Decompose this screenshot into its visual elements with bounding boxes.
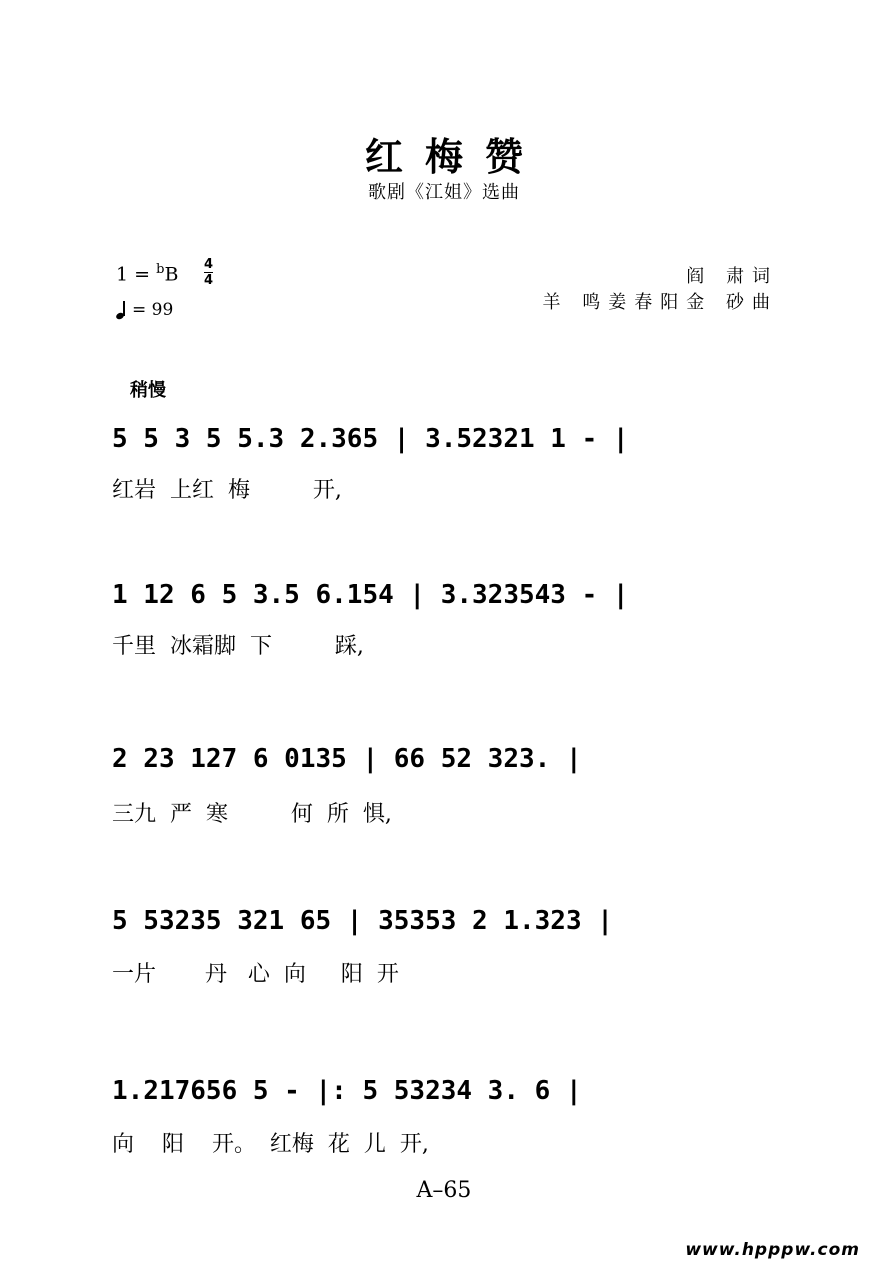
page-number: A–65 xyxy=(416,1178,472,1203)
site-watermark: www.hpppw.com xyxy=(685,1240,860,1260)
notation-line-4: 5 53235 321 65 | 35353 2 1.323 | xyxy=(112,906,613,936)
tempo-value: = 99 xyxy=(132,300,174,320)
time-signature xyxy=(204,257,213,288)
song-subtitle: 歌剧《江姐》选曲 xyxy=(368,182,520,203)
tempo-marking xyxy=(116,300,173,320)
lyricist-credit: 阎 肃词 xyxy=(686,266,778,287)
time-signature-bottom: 4 xyxy=(204,273,214,288)
key-signature xyxy=(116,262,178,285)
notation-line-2: 1 12 6 5 3.5 6.154 | 3.323543 - | xyxy=(112,580,629,610)
expression-marking: 稍慢 xyxy=(130,380,166,401)
flat-sign: b xyxy=(156,262,165,277)
lyrics-line-2: 千里 冰霜脚 下 踩, xyxy=(112,634,364,659)
key-prefix: 1 = xyxy=(116,263,151,286)
lyrics-line-5: 向 阳 开。 红梅 花 儿 开, xyxy=(112,1132,429,1157)
lyrics-line-1: 红岩 上红 梅 开, xyxy=(112,478,342,503)
key-note: B xyxy=(164,263,179,286)
lyrics-line-3: 三九 严 寒 何 所 惧, xyxy=(112,802,392,827)
lyrics-line-4: 一片 丹 心 向 阳 开 xyxy=(112,962,399,987)
notation-line-1: 5 5 3 5 5.3 2.365 | 3.52321 1 - | xyxy=(112,424,629,454)
quarter-note-icon xyxy=(116,301,126,319)
composer-credit: 羊 鸣姜春阳金 砂曲 xyxy=(542,292,778,313)
time-signature-top: 4 xyxy=(204,257,214,272)
notation-line-5: 1.217656 5 - |: 5 53234 3. 6 | xyxy=(112,1076,582,1106)
song-title: 红梅赞 xyxy=(364,135,545,179)
notation-line-3: 2 23 127 6 0135 | 66 52 323. | xyxy=(112,744,582,774)
